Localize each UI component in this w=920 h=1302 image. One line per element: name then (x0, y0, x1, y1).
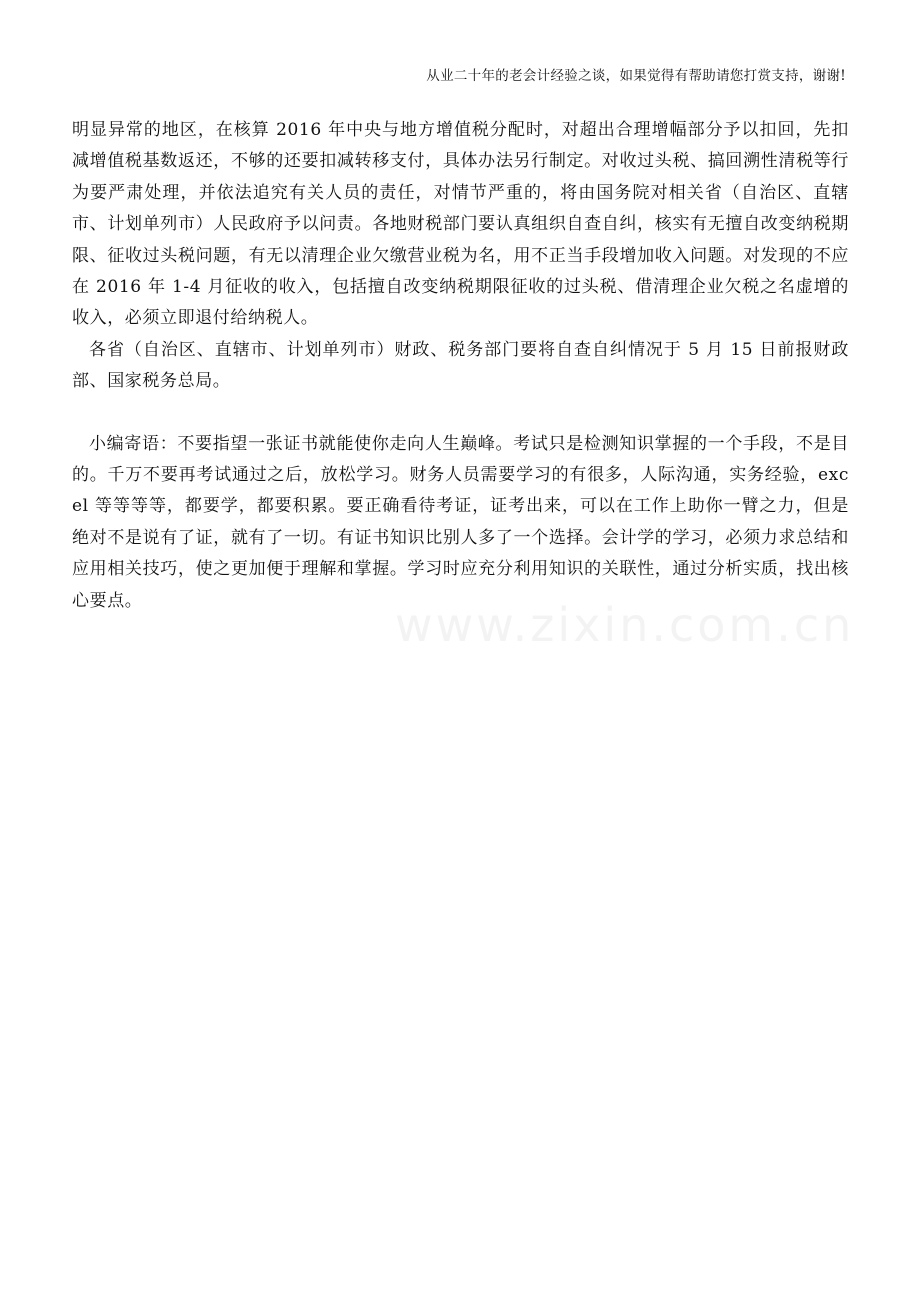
paragraph-spacer (72, 398, 849, 429)
paragraph-continuation: 明显异常的地区，在核算 2016 年中央与地方增值税分配时，对超出合理增幅部分予以扣回，先扣减增值税基数返还，不够的还要扣减转移支付，具体办法另行制定。对收过头税、搞回溯性清税等行为要严肃处理，并依法追究有关人员的责任，对情节严重的，将由国务院对相关省（自治区、直辖市、计划单列市）人民政府予以问责。各地财税部门要认真组织自查自纠，核实有无擅自改变纳税期限、征收过头税问题，有无以清理企业欠缴营业税为名，用不正当手段增加收入问题。对发现的不应在 2016 年 1-4 月征收的收入，包括擅自改变纳税期限征收的过头税、借清理企业欠税之名虚增的收入，必须立即退付给纳税人。 (72, 120, 849, 329)
watermark: www.zixin.com.cn (395, 598, 855, 652)
header-note: 从业二十年的老会计经验之谈，如果觉得有帮助请您打赏支持，谢谢! (426, 68, 846, 84)
paragraph-editor-note: 小编寄语：不要指望一张证书就能使你走向人生巅峰。考试只是检测知识掌握的一个手段，不是目的。千万不要再考试通过之后，放松学习。财务人员需要学习的有很多，人际沟通，实务经验，excel 等等等等，都要学，都要积累。要正确看待考证，证考出来，可以在工作上助你一臂之力，但是绝对不是说有了证，就有了一切。有证书知识比别人多了一个选择。会计学的学习，必须力求总结和应用相关技巧，使之更加便于理解和掌握。学习时应充分利用知识的关联性，通过分析实质，找出核心要点。 (72, 433, 849, 611)
paragraph-report-deadline: 各省（自治区、直辖市、计划单列市）财政、税务部门要将自查自纠情况于 5 月 15 日前报财政部、国家税务总局。 (72, 339, 849, 392)
document-body (72, 115, 849, 617)
